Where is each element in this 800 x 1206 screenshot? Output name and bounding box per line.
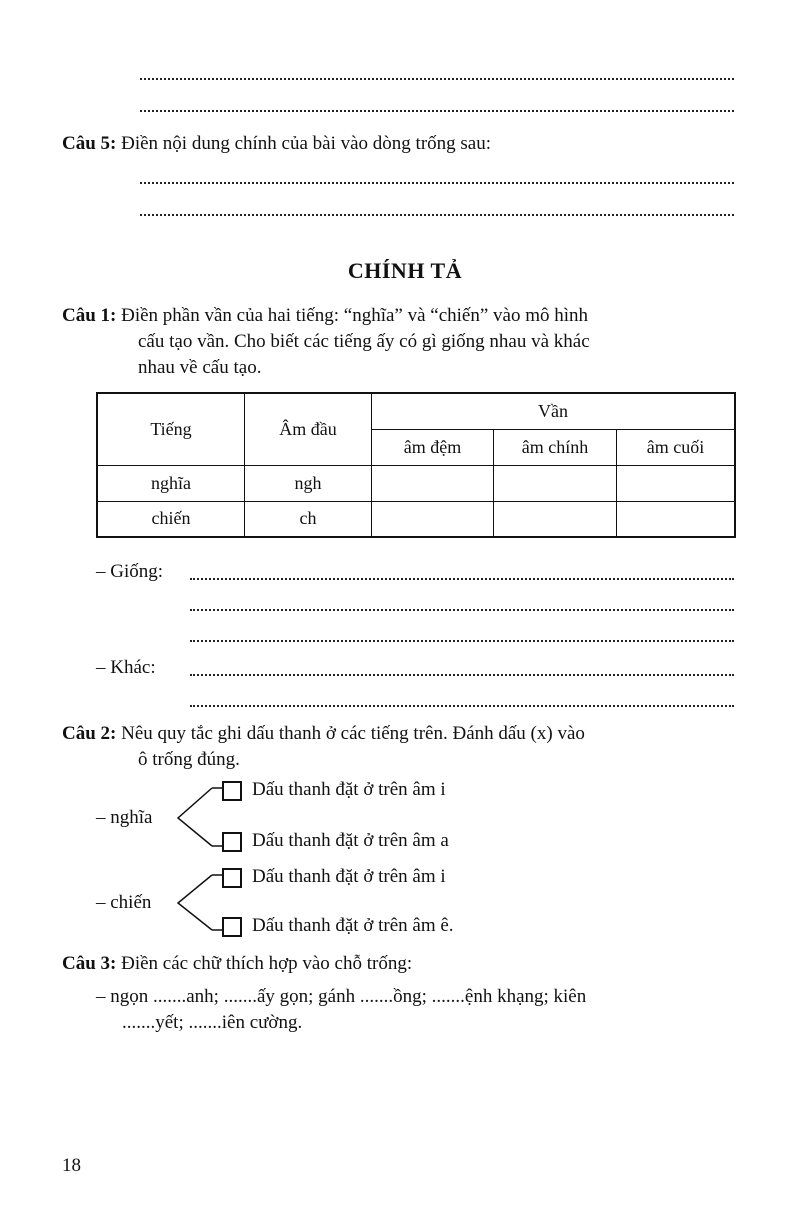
question-label: Câu 5: [62,133,117,154]
question-text-line: cấu tạo vần. Cho biết các tiếng ấy có gì giống nhau và khác [138,331,590,352]
question-label: Câu 2: [62,723,117,744]
page-number: 18 [62,1155,81,1176]
question-label: Câu 1: [62,305,117,326]
fill-in-line: – ngọn .......anh; .......ấy gọn; gánh .......ồng; .......ệnh khạng; kiên [96,986,587,1007]
cell-am-dau: ch [245,501,372,537]
header-am-cuoi: âm cuối [617,429,736,465]
question-text: Nêu quy tắc ghi dấu thanh ở các tiếng trên. Đánh dấu (x) vào [121,723,585,744]
checkbox-chien-i[interactable] [222,868,242,888]
cell-am-dau: ngh [245,465,372,501]
option-text: Dấu thanh đặt ở trên âm ê. [252,915,454,936]
header-am-chinh: âm chính [494,429,617,465]
khac-label: – Khác: [96,657,156,678]
checkbox-nghia-a[interactable] [222,832,242,852]
question-3 [62,952,412,976]
giong-label: – Giống: [96,561,164,582]
option-text: Dấu thanh đặt ở trên âm i [252,779,446,800]
cell-tieng: chiến [97,501,245,537]
nghia-label: – nghĩa [96,807,153,828]
question-text: Điền phần vần của hai tiếng: “nghĩa” và “chiến” vào mô hình [121,305,589,326]
fill-in-line: .......yết; .......iên cường. [122,1012,303,1033]
question-text-line: nhau về cấu tạo. [138,357,262,378]
header-am-dem: âm đệm [372,429,494,465]
option-text: Dấu thanh đặt ở trên âm a [252,830,449,851]
section-title: CHÍNH TẢ [347,258,463,283]
checkbox-chien-e[interactable] [222,917,242,937]
question-text: Điền các chữ thích hợp vào chỗ trống: [121,953,413,974]
header-am-dau: Âm đầu [245,393,372,465]
question-text: Điền nội dung chính của bài vào dòng trống sau: [121,133,492,154]
question-text-line: ô trống đúng. [138,749,240,770]
checkbox-nghia-i[interactable] [222,781,242,801]
chien-label: – chiến [96,892,152,913]
option-text: Dấu thanh đặt ở trên âm i [252,866,446,887]
cell-tieng: nghĩa [97,465,245,501]
question-label: Câu 3: [62,953,117,974]
header-van: Vần [372,393,736,429]
header-tieng: Tiếng [97,393,245,465]
